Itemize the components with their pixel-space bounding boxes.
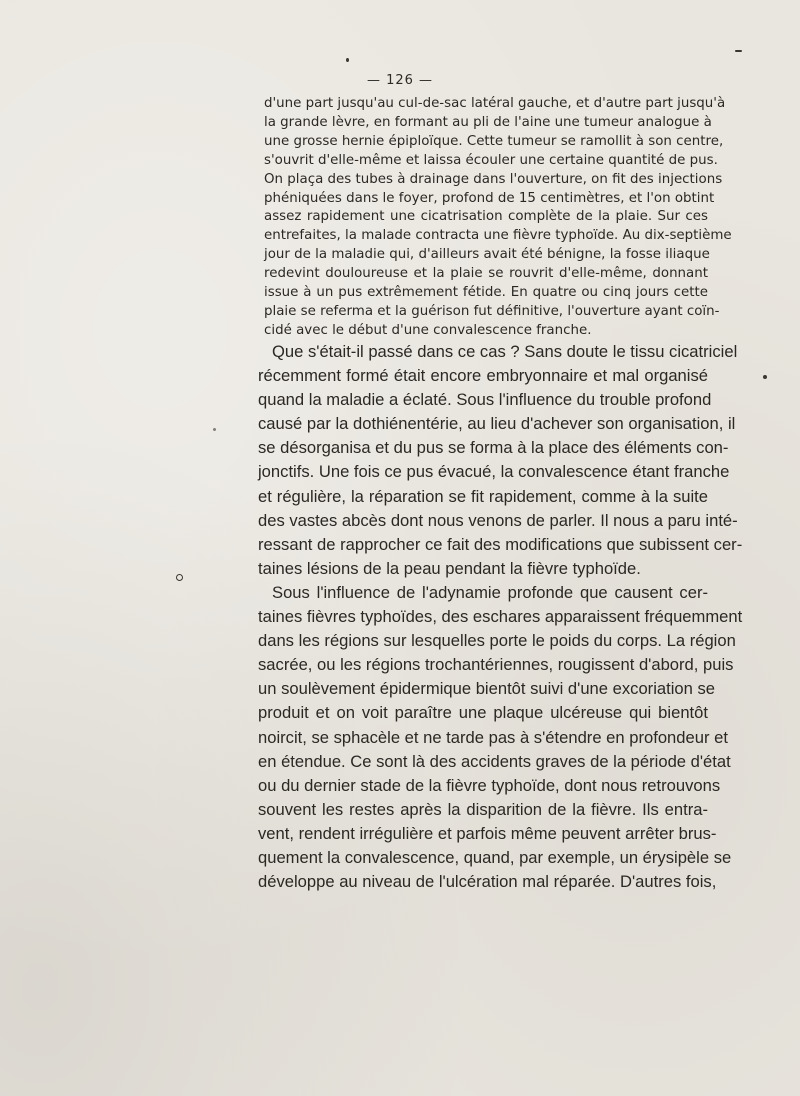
text-line: phéniquées dans le foyer, profond de 15 centimètres, et l'on obtint: [264, 190, 715, 206]
paragraph-eschares: [258, 581, 743, 894]
paragraph-case-report: [264, 95, 732, 341]
text-line: sacrée, ou les régions trochantériennes, rougissent d'abord, puis: [258, 655, 734, 675]
text-line: d'une part jusqu'au cul-de-sac latéral gauche, et d'autre part jusqu'à: [264, 96, 726, 111]
text-line: jonctifs. Une fois ce pus évacué, la convalescence étant franche: [258, 462, 730, 482]
text-line: On plaça des tubes à drainage dans l'ouverture, on fit des injections: [264, 171, 723, 187]
text-line: redevint douloureuse et la plaie se rouvrit d'elle-même, donnant: [264, 266, 708, 282]
body-text: [258, 340, 743, 894]
text-line: des vastes abcès dont nous venons de parler. Il nous a paru inté-: [258, 510, 738, 530]
text-line: se désorganisa et du pus se forma à la place des éléments con-: [258, 438, 729, 458]
text-line: cidé avec le début d'une convalescence franche.: [264, 322, 592, 338]
text-line: souvent les restes après la disparition de la fièvre. Ils entra-: [258, 799, 708, 819]
text-line: jour de la maladie qui, d'ailleurs avait été bénigne, la fosse iliaque: [264, 247, 710, 263]
paper-speck: [346, 58, 349, 62]
page-number: — 126 —: [366, 73, 434, 88]
text-line: ou du dernier stade de la fièvre typhoïde, dont nous retrouvons: [258, 775, 721, 795]
text-line: plaie se referma et la guérison fut définitive, l'ouverture ayant coïn-: [264, 303, 720, 319]
text-line: ressant de rapprocher ce fait des modifications que subissent cer-: [258, 534, 743, 554]
text-line: taines lésions de la peau pendant la fièvre typhoïde.: [258, 558, 641, 578]
text-line: une grosse hernie épiploïque. Cette tumeur se ramollit à son centre,: [264, 133, 724, 149]
text-line: vent, rendent irrégulière et parfois même peuvent arrêter brus-: [258, 823, 717, 843]
text-line: la grande lèvre, en formant au pli de l'aine une tumeur analogue à: [264, 114, 712, 130]
paragraph-discussion: [258, 340, 743, 581]
text-line: en étendue. Ce sont là des accidents graves de la période d'état: [258, 751, 731, 771]
text-line: s'ouvrit d'elle-même et laissa écouler une certaine quantité de pus.: [264, 152, 718, 168]
text-line: entrefaites, la malade contracta une fièvre typhoïde. Au dix-septième: [264, 228, 732, 244]
text-line: quand la maladie a éclaté. Sous l'influence du trouble profond: [258, 390, 712, 410]
paper-speck: [735, 50, 742, 52]
text-line: récemment formé était encore embryonnaire et mal organisé: [258, 366, 708, 386]
text-line: taines fièvres typhoïdes, des eschares apparaissent fréquemment: [258, 607, 743, 627]
text-line: et régulière, la réparation se fit rapidement, comme à la suite: [258, 486, 708, 506]
text-line: développe au niveau de l'ulcération mal réparée. D'autres fois,: [258, 872, 717, 892]
paper-speck: [763, 375, 767, 379]
text-line: produit et on voit paraître une plaque ulcéreuse qui bientôt: [258, 703, 708, 723]
text-line: Sous l'influence de l'adynamie profonde que causent cer-: [272, 582, 708, 602]
text-line: noircit, se sphacèle et ne tarde pas à s'étendre en profondeur et: [258, 727, 728, 747]
text-line: causé par la dothiénentérie, au lieu d'achever son organisation, il: [258, 414, 736, 434]
text-line: assez rapidement une cicatrisation complète de la plaie. Sur ces: [264, 209, 708, 225]
text-line: quement la convalescence, quand, par exemple, un érysipèle se: [258, 847, 732, 867]
text-line: Que s'était-il passé dans ce cas ? Sans doute le tissu cicatriciel: [272, 342, 738, 361]
text-line: dans les régions sur lesquelles porte le poids du corps. La région: [258, 631, 736, 651]
text-line: un soulèvement épidermique bientôt suivi d'une excoriation se: [258, 679, 716, 699]
paper-speck: [176, 574, 183, 581]
paper-speck: [213, 428, 216, 431]
text-line: issue à un pus extrêmement fétide. En quatre ou cinq jours cette: [264, 285, 708, 301]
